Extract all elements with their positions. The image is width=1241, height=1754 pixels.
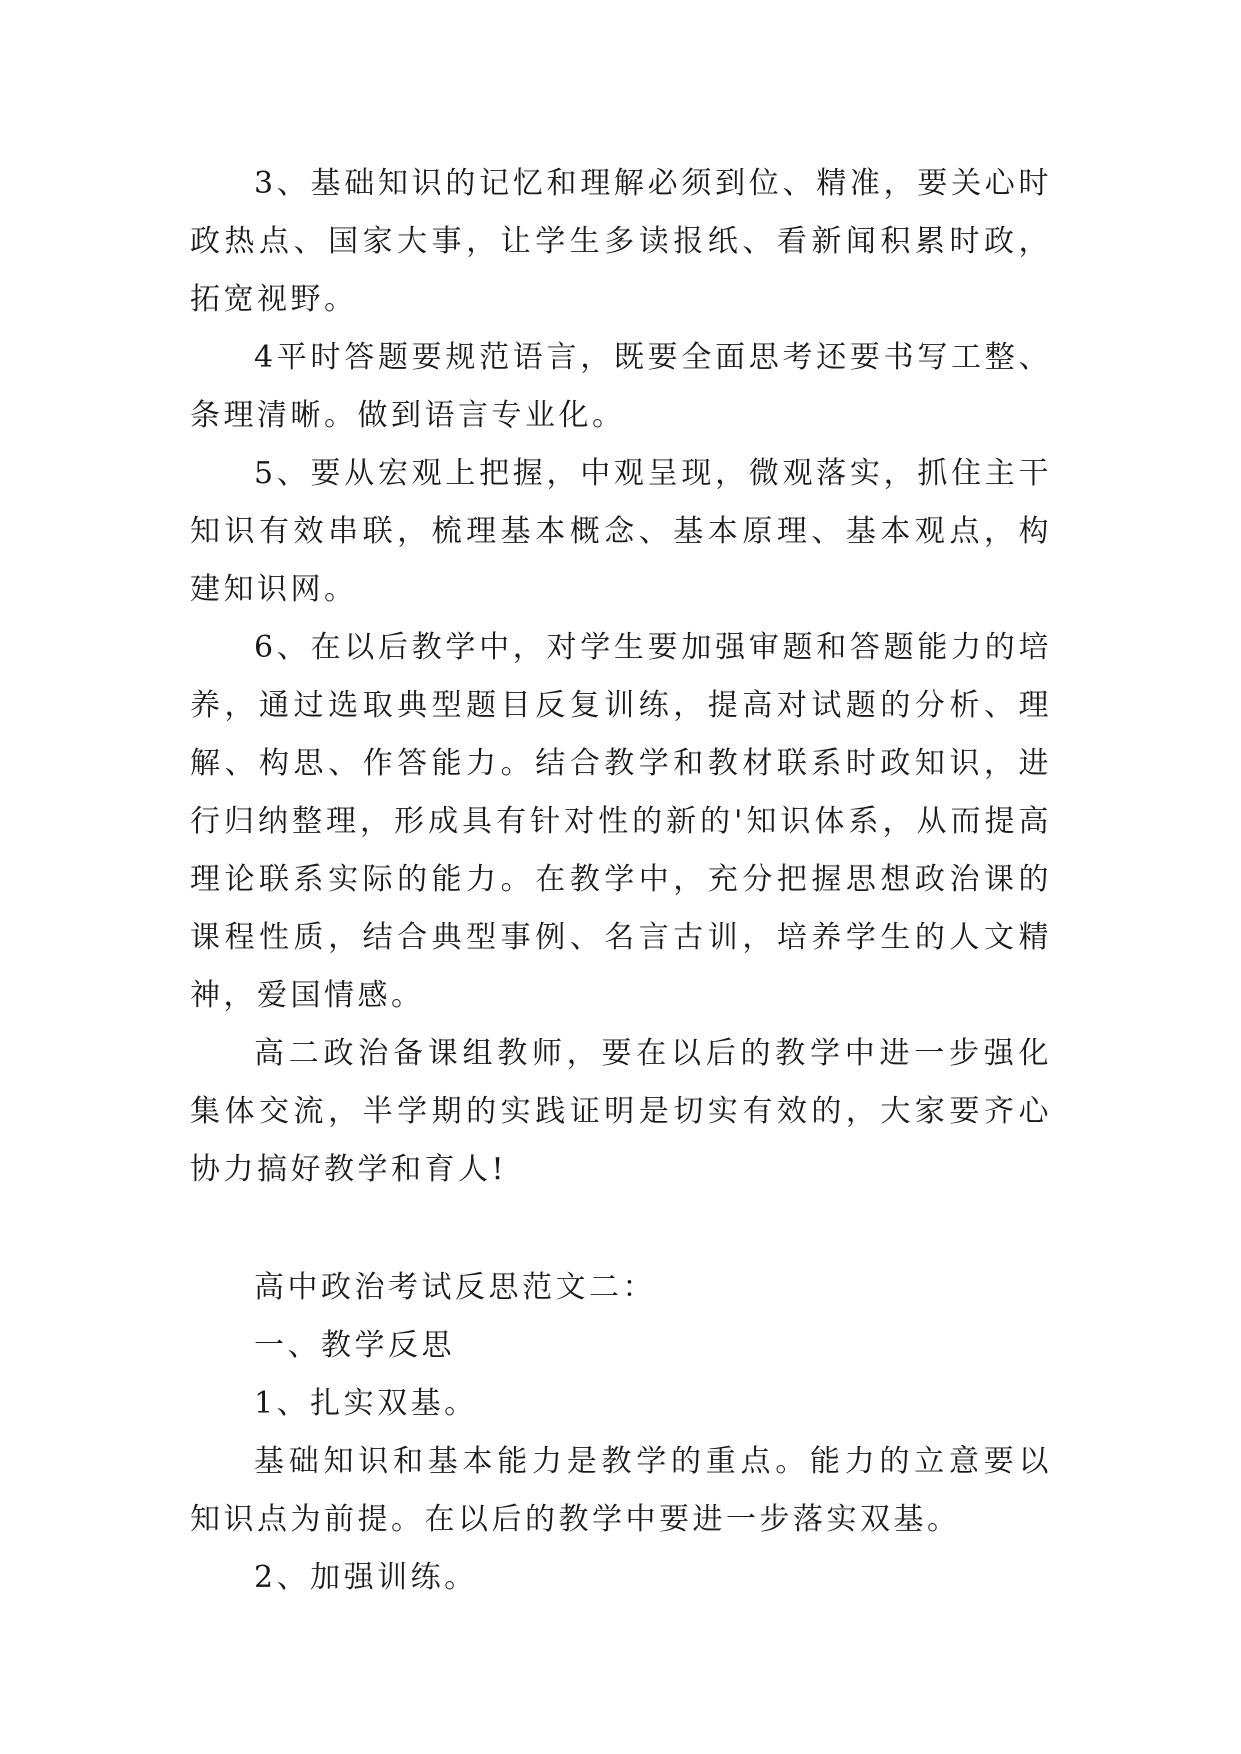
item-2-heading: 2、加强训练。 <box>254 1560 478 1595</box>
item-1-body: 基础知识和基本能力是教学的重点。能力的立意要以知识点为前提。在以后的教学中要进一步落实双基。 <box>190 1444 1052 1537</box>
document-body <box>190 155 1052 1607</box>
item-1-heading: 1、扎实双基。 <box>254 1386 478 1421</box>
section-two-title: 高中政治考试反思范文二： <box>254 1270 656 1305</box>
closing-paragraph: 高二政治备课组教师，要在以后的教学中进一步强化集体交流，半学期的实践证明是切实有效的，大家要齐心协力搞好教学和育人! <box>190 1036 1052 1187</box>
paragraph-5: 5、要从宏观上把握，中观呈现，微观落实，抓住主干知识有效串联，梳理基本概念、基本原理、基本观点，构建知识网。 <box>190 456 1052 607</box>
section-two-heading: 一、教学反思 <box>254 1328 455 1363</box>
paragraph-4: 4平时答题要规范语言，既要全面思考还要书写工整、条理清晰。做到语言专业化。 <box>190 340 1052 433</box>
paragraph-3: 3、基础知识的记忆和理解必须到位、精准，要关心时政热点、国家大事，让学生多读报纸、看新闻积累时政，拓宽视野。 <box>190 166 1052 317</box>
paragraph-6: 6、在以后教学中，对学生要加强审题和答题能力的培养，通过选取典型题目反复训练，提高对试题的分析、理解、构思、作答能力。结合教学和教材联系时政知识，进行归纳整理，形成具有针对性的新的'知识体系，从而提高理论联系实际的能力。在教学中，充分把握思想政治课的课程性质，结合典型事例、名言古训，培养学生的人文精神，爱国情感。 <box>190 630 1052 1013</box>
section-gap <box>190 1199 1052 1259</box>
